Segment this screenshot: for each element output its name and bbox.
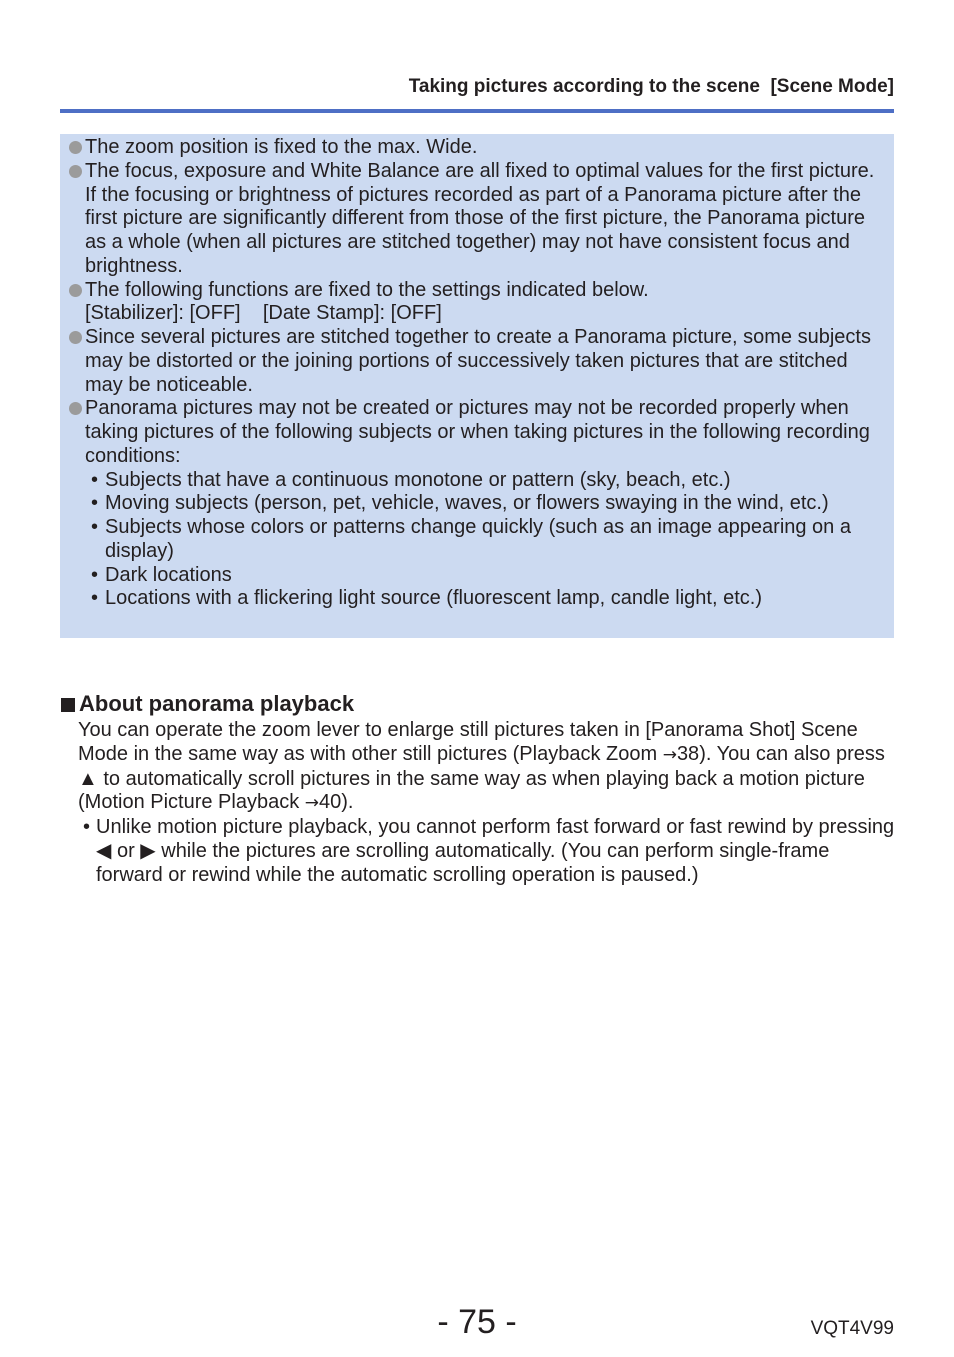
fixed-settings-text: [Stabilizer]: [OFF] [Date Stamp]: [OFF] [85,302,442,325]
note-item [68,136,882,160]
bullet-icon: • [91,516,99,538]
note-item [68,279,882,327]
circle-bullet-icon [69,165,82,178]
arrow-right-icon: → [662,744,677,765]
page-reference-link[interactable]: 38 [676,742,700,765]
page-number: - 75 - [437,1303,517,1341]
list-item: • Dark locations [91,563,232,586]
note-item [68,160,882,279]
note-item [68,326,882,397]
circle-bullet-icon [69,284,82,297]
arrow-right-icon: → [304,793,320,814]
note-text: The zoom position is fixed to the max. Wide. [85,136,478,158]
bullet-icon: • [91,468,99,491]
note-text: Panorama pictures may not be created or pictures may not be recorded properly when taking pictures of the following subjects or when taking pictures in the following recording conditions: [85,397,870,467]
note-text: Since several pictures are stitched together to create a Panorama picture, some subjects may be distorted or the joining portions of successively taken pictures that are stitched may be noticeable. [85,326,871,396]
panorama-playback-section [60,691,900,887]
right-triangle-icon: ▶ [140,839,156,862]
list-item: • Moving subjects (person, pet, vehicle, waves, or flowers swaying in the wind, etc.) [91,492,829,515]
bullet-icon: • [91,492,99,515]
list-item: • Locations with a flickering light source (fluorescent lamp, candle light, etc.) [91,587,762,610]
section-header-title: Taking pictures according to the scene [Scene Mode] [408,76,894,97]
circle-bullet-icon [69,141,82,154]
circle-bullet-icon [69,402,82,415]
note-item [68,397,882,611]
section-heading: About panorama playback [60,691,900,717]
circle-bullet-icon [69,331,82,344]
page-reference-link[interactable]: 40 [319,791,342,814]
list-item: • Subjects that have a continuous monotone or pattern (sky, beach, etc.) [91,468,731,491]
up-triangle-icon: ▲ [78,767,98,790]
left-triangle-icon: ◀ [96,839,112,862]
square-bullet-icon [61,698,75,712]
note-text: If the focusing or brightness of pictures recorded as part of a Panorama picture after the first picture are significantly different from those of the first picture, the Panorama picture as a whole (when all pictures are stitched together) may not have consistent focus and brightness. [85,183,865,277]
bullet-icon: • [83,816,91,838]
section-note: • Unlike motion picture playback, you cannot perform fast forward or fast rewind by pressing ◀ or ▶ while the pictures are scrolling automatically. (You can perform single-frame forward or rewind while the automatic scrolling operation is paused.) [83,816,895,886]
notes-box [60,134,894,638]
document-code: VQT4V99 [810,1318,894,1339]
bullet-icon: • [91,587,99,610]
note-text: The following functions are fixed to the settings indicated below. [85,278,649,301]
bullet-icon: • [91,563,99,586]
section-body-text: You can operate the zoom lever to enlarge still pictures taken in [Panorama Shot] Scene Mode in the same way as with other still pictures (Playback Zoom →38). You can also press ▲ to automatically scroll pictures in the same way as when playing back a motion picture (Motion Picture Playback →40). [78,719,885,814]
list-item: • Subjects whose colors or patterns change quickly (such as an image appearing on a display) [91,516,851,562]
note-text: The focus, exposure and White Balance are all fixed to optimal values for the first picture. [85,159,875,182]
conditions-list [85,469,882,612]
header-divider [60,109,894,113]
